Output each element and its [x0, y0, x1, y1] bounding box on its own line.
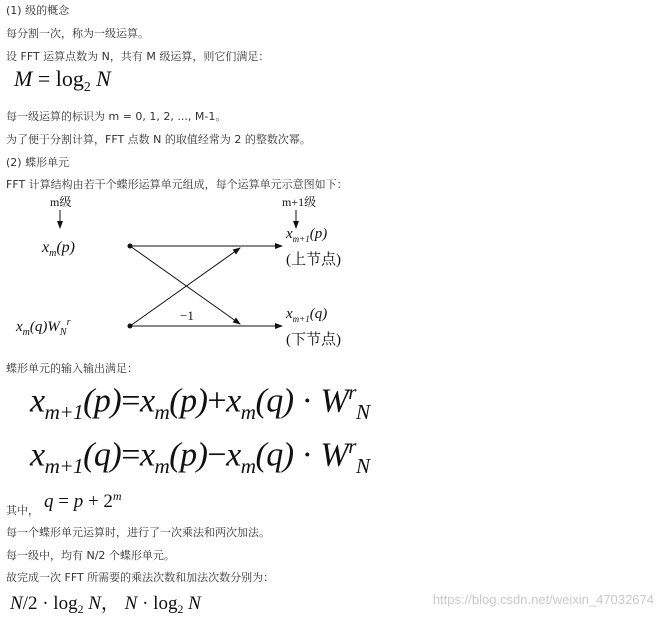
paragraph-fft-points: 设 FFT 运算点数为 N，共有 M 级运算，则它们满足： — [6, 50, 270, 63]
paragraph-mult-add: 每一个蝶形单元运算时，进行了一次乘法和两次加法。 — [6, 526, 270, 539]
formula-levels: $M = \log_2 N$ — [14, 66, 111, 94]
lower-node — [128, 324, 133, 329]
butterfly-diagram — [0, 190, 380, 360]
minus-one-label: −1 — [180, 308, 194, 323]
level-m-label: m级 — [50, 195, 72, 209]
watermark: https://blog.csdn.net/weixin_47032674 — [432, 592, 654, 607]
level-m1-label: m+1级 — [282, 195, 317, 209]
lower-node-label: (下节点) — [286, 332, 341, 348]
equation-upper: $x_{m+1}(p)=x_m(p)+x_m(q) \cdot W^r_N$ — [30, 380, 370, 425]
paragraph-units-per-level: 每一级中，均有 N/2 个蝶形单元。 — [6, 549, 175, 562]
paragraph-power-of-two: 为了便于分割计算，FFT 点数 N 的取值经常为 2 的整数次幂。 — [6, 133, 311, 146]
paragraph-io: 蝶形单元的输入输出满足： — [6, 362, 138, 375]
equation-lower: $x_{m+1}(q)=x_m(p)-x_m(q) \cdot W^r_N$ — [30, 434, 370, 479]
input-upper-label: $x_m(p)$ — [42, 239, 75, 259]
heading-level-concept: (1) 级的概念 — [6, 4, 70, 17]
upper-node-label: (上节点) — [286, 252, 341, 268]
paragraph-split: 每分割一次，称为一级运算。 — [6, 27, 149, 40]
paragraph-level-index: 每一级运算的标识为 m = 0, 1, 2, ..., M-1。 — [6, 110, 227, 123]
paragraph-where: 其中， — [6, 504, 39, 517]
output-lower-label: $x_{m+1}(q)$ — [286, 306, 328, 324]
paragraph-structure: FFT 计算结构由若干个蝶形运算单元组成，每个运算单元示意图如下： — [6, 178, 348, 191]
heading-butterfly-unit: (2) 蝶形单元 — [6, 156, 70, 169]
formula-q: $q = p + 2^m$ — [44, 490, 122, 513]
input-lower-label: $x_m(q)W_N^r$ — [16, 317, 71, 338]
upper-node — [128, 244, 133, 249]
output-upper-label: $x_{m+1}(p)$ — [286, 226, 328, 244]
formula-counts: $N/2 \cdot \log_2 N$， $N \cdot \log_2 N$ — [10, 593, 201, 617]
paragraph-counts: 故完成一次 FFT 所需要的乘法次数和加法次数分别为： — [6, 571, 275, 584]
